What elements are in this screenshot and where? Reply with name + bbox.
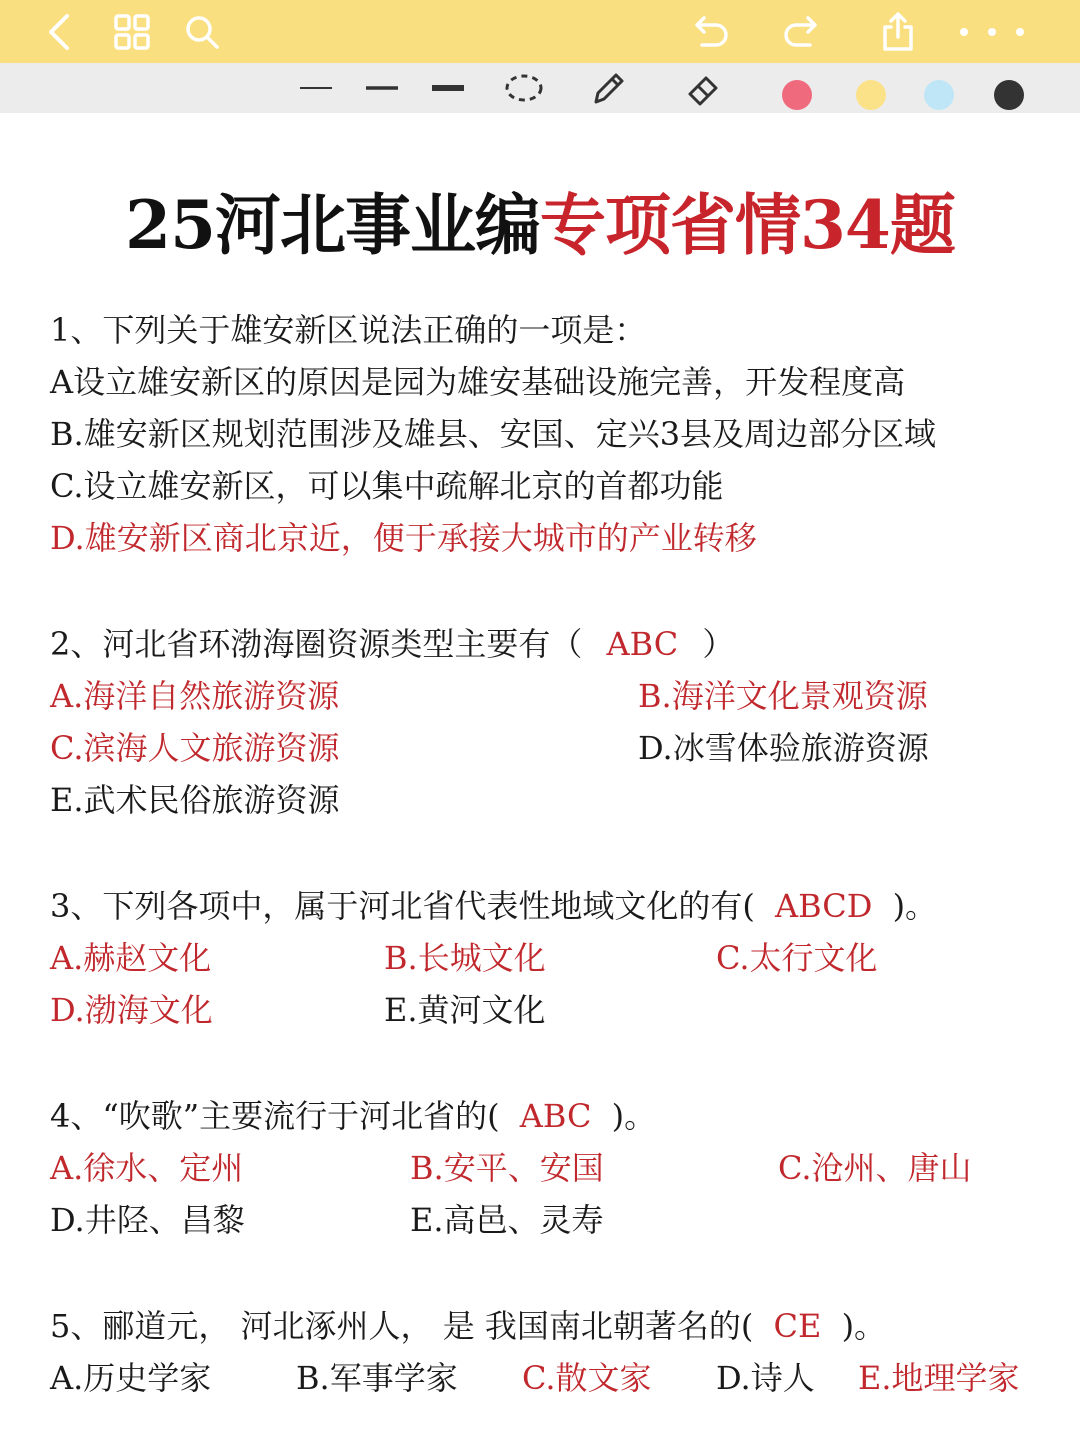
q3-stem-close: )。 xyxy=(892,887,938,925)
q1-option-a: A设立雄安新区的原因是园为雄安基础设施完善，开发程度高 xyxy=(50,363,906,401)
more-icon[interactable] xyxy=(950,10,1034,54)
back-icon[interactable] xyxy=(40,10,80,54)
q3-option-e: E.黄河文化 xyxy=(384,991,546,1029)
q3-option-c: C.太行文化 xyxy=(716,939,878,977)
q4-option-d: D.井陉、昌黎 xyxy=(50,1201,245,1239)
lasso-icon[interactable] xyxy=(502,71,546,105)
pencil-icon[interactable] xyxy=(586,71,630,105)
q5-answer: CE xyxy=(773,1307,822,1345)
thick-line-icon[interactable] xyxy=(428,71,468,105)
q3-stem xyxy=(50,886,937,926)
page-title xyxy=(0,172,1080,267)
q4-answer: ABC xyxy=(519,1097,592,1135)
q1-option-c: C.设立雄安新区，可以集中疏解北京的首都功能 xyxy=(50,467,724,505)
q5-option-c: C.散文家 xyxy=(522,1359,652,1397)
q5-option-e: E.地理学家 xyxy=(858,1359,1020,1397)
top-app-bar xyxy=(0,0,1080,63)
black-color-swatch[interactable] xyxy=(994,80,1024,110)
medium-line-icon[interactable] xyxy=(362,71,402,105)
q1-option-d: D.雄安新区商北京近，便于承接大城市的产业转移 xyxy=(50,519,757,557)
q2-option-c: C.滨海人文旅游资源 xyxy=(50,729,340,767)
q3-option-b: B.长城文化 xyxy=(384,939,546,977)
q2-option-a: A.海洋自然旅游资源 xyxy=(50,677,340,715)
q1-option-b: B.雄安新区规划范围涉及雄县、安国、定兴3县及周边部分区域 xyxy=(50,415,937,453)
q2-answer: ABC xyxy=(606,625,679,663)
q4-stem-text: 4、“吹歌”主要流行于河北省的( xyxy=(50,1097,500,1135)
q5-stem-text: 5、郦道元， 河北涿州人， 是 我国南北朝著名的( xyxy=(50,1307,754,1345)
q2-stem-text: 2、河北省环渤海圈资源类型主要有（ xyxy=(50,625,583,663)
q1-stem: 1、下列关于雄安新区说法正确的一项是： xyxy=(50,311,647,349)
pink-color-swatch[interactable] xyxy=(782,80,812,110)
title-part-red: 专项省情34题 xyxy=(540,186,955,264)
yellow-color-swatch[interactable] xyxy=(856,80,886,110)
q2-option-b: B.海洋文化景观资源 xyxy=(638,677,928,715)
q2-option-d: D.冰雪体验旅游资源 xyxy=(638,729,929,767)
search-icon[interactable] xyxy=(180,10,224,54)
q5-stem xyxy=(50,1306,886,1346)
q4-stem xyxy=(50,1096,656,1136)
q2-option-e: E.武术民俗旅游资源 xyxy=(50,781,340,819)
undo-icon[interactable] xyxy=(688,10,732,54)
q4-option-c: C.沧州、唐山 xyxy=(778,1149,972,1187)
q5-stem-close: )。 xyxy=(841,1307,887,1345)
q5-option-d: D.诗人 xyxy=(716,1359,815,1397)
q2-stem-close: ） xyxy=(702,625,735,663)
eraser-icon[interactable] xyxy=(682,71,726,105)
q3-answer: ABCD xyxy=(775,887,873,925)
q4-stem-close: )。 xyxy=(611,1097,657,1135)
share-icon[interactable] xyxy=(876,10,920,54)
q5-option-b: B.军事学家 xyxy=(296,1359,458,1397)
blue-color-swatch[interactable] xyxy=(924,80,954,110)
q4-option-e: E.高邑、灵寿 xyxy=(410,1201,604,1239)
q3-option-d: D.渤海文化 xyxy=(50,991,213,1029)
q4-option-a: A.徐水、定州 xyxy=(50,1149,244,1187)
q3-option-a: A.赫赵文化 xyxy=(50,939,212,977)
q5-option-a: A.历史学家 xyxy=(50,1359,212,1397)
q2-stem xyxy=(50,624,734,664)
q3-stem-text: 3、下列各项中，属于河北省代表性地域文化的有( xyxy=(50,887,755,925)
redo-icon[interactable] xyxy=(780,10,824,54)
grid-icon[interactable] xyxy=(110,10,154,54)
drawing-toolbar xyxy=(0,63,1080,113)
q4-option-b: B.安平、安国 xyxy=(410,1149,604,1187)
title-part-black: 25河北事业编 xyxy=(125,186,540,264)
thin-line-icon[interactable] xyxy=(296,71,336,105)
